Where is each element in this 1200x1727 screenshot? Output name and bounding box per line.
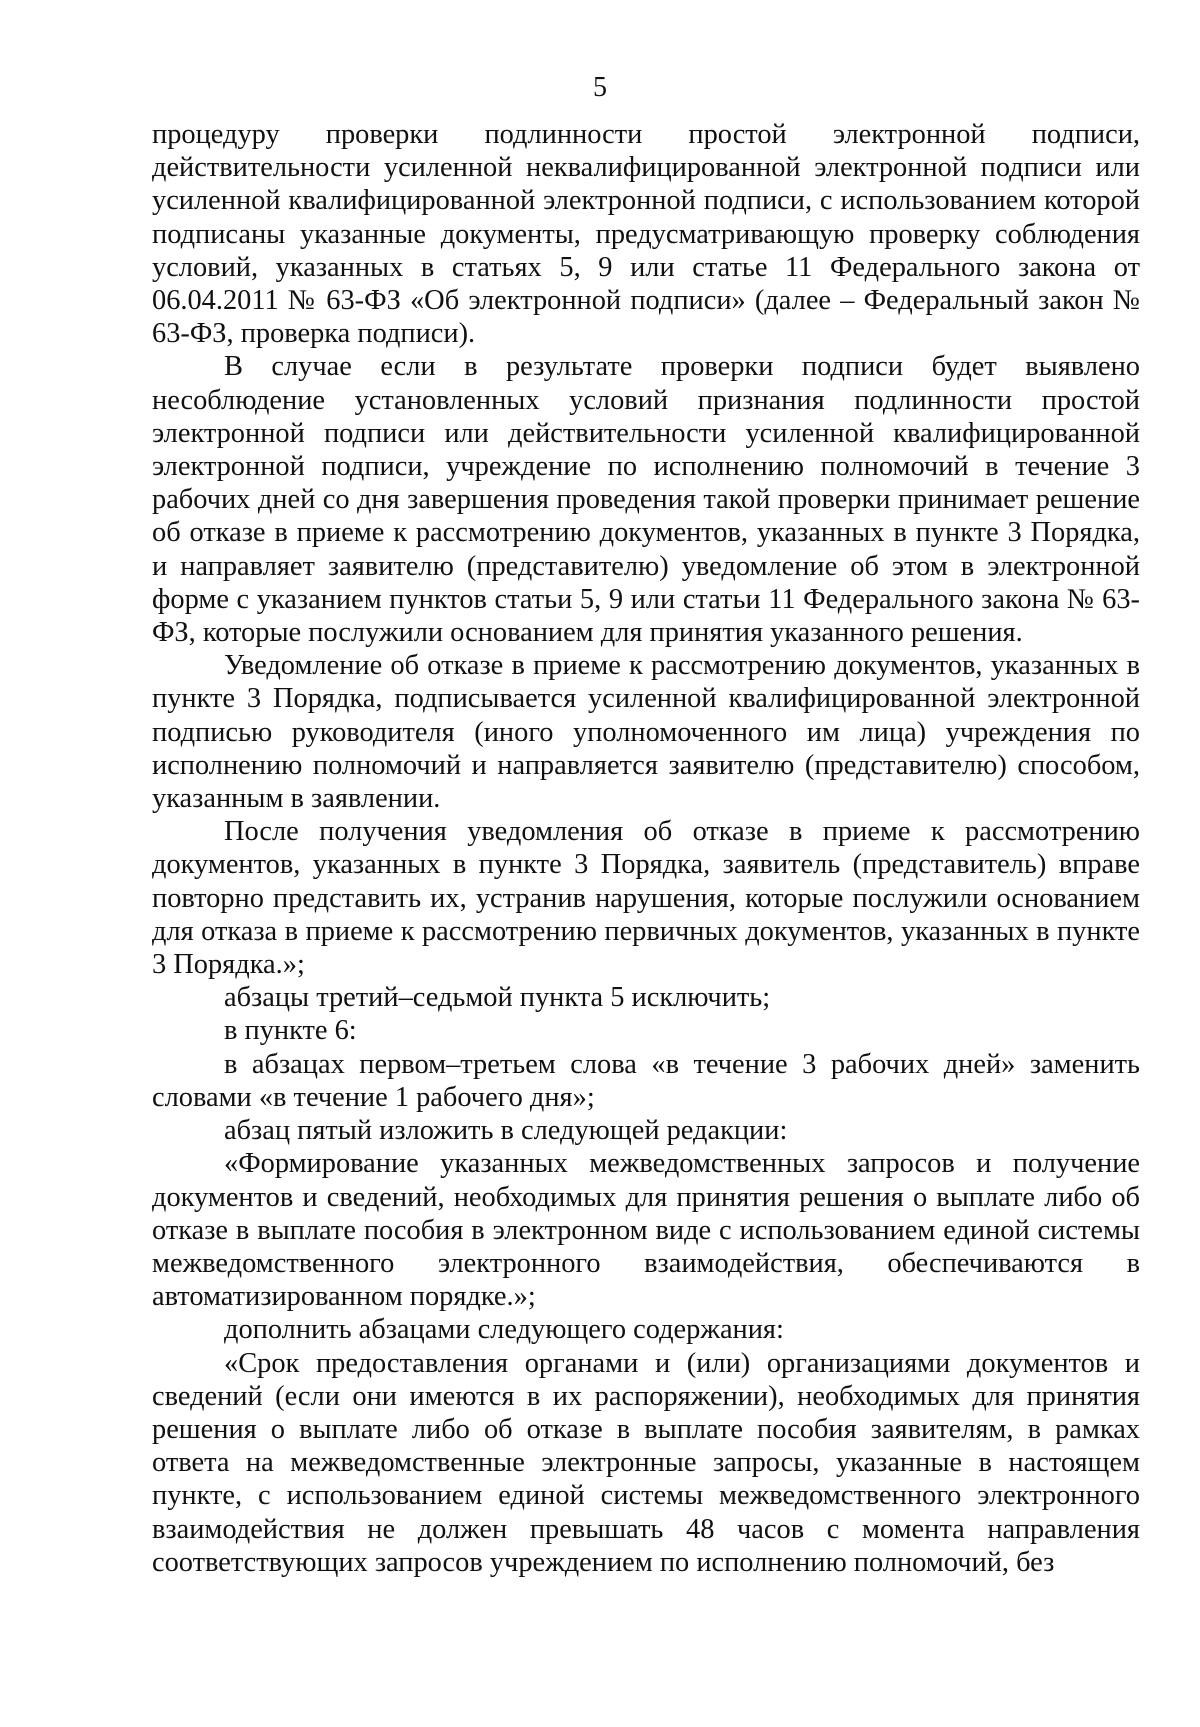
paragraph-11: «Срок предоставления органами и (или) организациями документов и сведений (если они имеются в их распоряжении), необходимых для принятия решения о выплате либо об отказе в выплате пособия заявителям, в рамках ответа на межведомственные электронные запросы, указанные в настоящем пункте, с использованием единой системы межведомственного электронного взаимодействия не должен превышать 48 часов с момента направления соответствующих запросов учреждением по исполнению полномочий, без [152,1347,1140,1578]
paragraph-5: абзацы третий–седьмой пункта 5 исключить; [224,982,771,1014]
page-number: 5 [593,72,607,103]
paragraph-1-continuation: процедуру проверки подлинности простой электронной подписи, действительности усиленной неквалифицированной электронной подписи или усиленной квалифицированной электронной подписи, с использованием которой подписаны указанные документы, предусматривающую проверку соблюдения условий, указанных в статьях 5, 9 или статье 11 Федерального закона от 06.04.2011 № 63-ФЗ «Об электронной подписи» (далее – Федеральный закон № 63-ФЗ, проверка подписи). [152,119,1140,350]
paragraph-4: После получения уведомления об отказе в приеме к рассмотрению документов, указанных в пункте 3 Порядка, заявитель (представитель) вправе повторно представить их, устранив нарушения, которые послужили основанием для отказа в приеме к рассмотрению первичных документов, указанных в пункте 3 Порядка.»; [152,816,1140,981]
paragraph-10: дополнить абзацами следующего содержания: [224,1314,784,1346]
document-body [152,118,1140,1579]
paragraph-2: В случае если в результате проверки подписи будет выявлено несоблюдение установленных условий признания подлинности простой электронной подписи или действительности усиленной квалифицированной электронной подписи, учреждение по исполнению полномочий в течение 3 рабочих дней со дня завершения проведения такой проверки принимает решение об отказе в приеме к рассмотрению документов, указанных в пункте 3 Порядка, и направляет заявителю (представителю) уведомление об этом в электронной форме с указанием пунктов статьи 5, 9 или статьи 11 Федерального закона № 63-ФЗ, которые послужили основанием для принятия указанного решения. [152,351,1140,649]
paragraph-8: абзац пятый изложить в следующей редакции: [224,1115,788,1147]
paragraph-6: в пункте 6: [224,1015,357,1047]
paragraph-3: Уведомление об отказе в приеме к рассмотрению документов, указанных в пункте 3 Порядка, подписывается усиленной квалифицированной электронной подписью руководителя (иного уполномоченного им лица) учреждения по исполнению полномочий и направляется заявителю (представителю) способом, указанным в заявлении. [152,650,1140,815]
paragraph-9: «Формирование указанных межведомственных запросов и получение документов и сведений, необходимых для принятия решения о выплате либо об отказе в выплате пособия в электронном виде с использованием единой системы межведомственного электронного взаимодействия, обеспечиваются в автоматизированном порядке.»; [152,1148,1140,1313]
paragraph-7: в абзацах первом–третьем слова «в течение 3 рабочих дней» заменить словами «в течение 1 рабочего дня»; [152,1048,1140,1113]
